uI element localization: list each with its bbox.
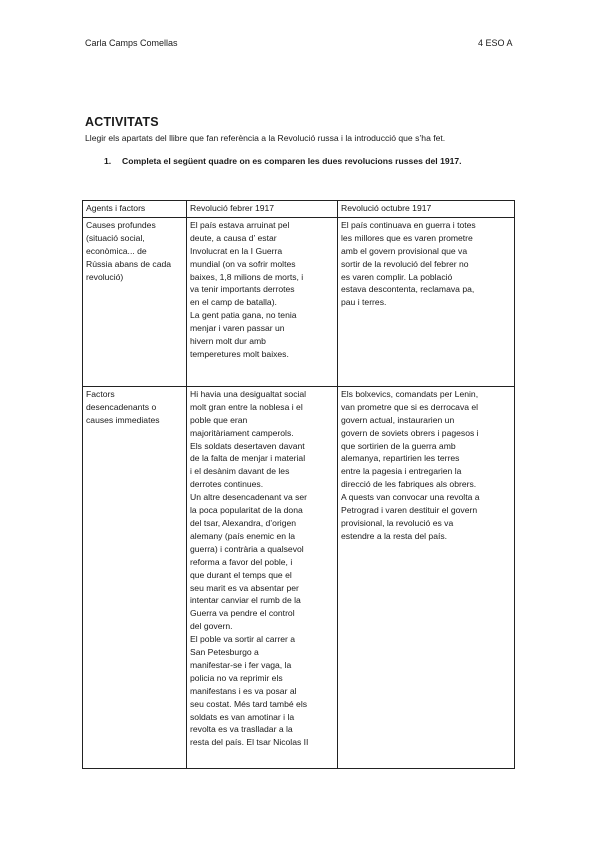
table-row [83,217,515,386]
course-label: 4 ESO A [478,38,513,48]
column-header-february: Revolució febrer 1917 [187,201,338,218]
row-factor-label: Factors desencadenants o causes immediates [83,386,187,768]
row-factor-label: Causes profundes (situació social, econòmica... de Rússia abans de cada revolució) [83,217,187,386]
cell-october: El país continuava en guerra i totes les millores que es varen prometre amb el govern provisional que va sortir de la revolució del febrer no es varen complir. La població estava descontenta, reclamava pa, pau i terres. [338,217,515,386]
column-header-factors: Agents i factors [83,201,187,218]
cell-february: El país estava arruinat pel deute, a causa d’ estar Involucrat en la I Guerra mundial (on va sofrir moltes baixes, 1,8 milions de morts, i va tenir importants derrotes en el camp de batalla). La gent patia gana, no tenia menjar i varen passar un hivern molt dur amb temperetures molt baixes. [187,217,338,386]
column-header-october: Revolució octubre 1917 [338,201,515,218]
table-row [83,386,515,768]
task-instruction [104,156,462,166]
cell-october: Els bolxevics, comandats per Lenin, van prometre que si es derrocava el govern actual, instaurarien un govern de soviets obrers i pagesos i que sortirien de la guerra amb alemanya, repartirien les terres entre la pagesia i entregarien la direcció de les fabriques als obrers. A quests van convocar una revolta a Petrograd i varen destituir el govern provisional, la revolució es va estendre a la resta del país. [338,386,515,768]
page-title: ACTIVITATS [85,115,159,129]
task-number: 1. [104,156,112,166]
table-header-row [83,201,515,218]
comparison-table [82,200,515,769]
task-text: Completa el següent quadre on es comparen les dues revolucions russes del 1917. [122,156,462,166]
cell-february: Hi havia una desigualtat social molt gran entre la noblesa i el poble que eran majoritàriament camperols. Els soldats desertaven davant de la falta de menjar i material i el desànim davant de les derrotes continues. Un altre desencadenant va ser la poca popularitat de la dona del tsar, Alexandra, d’origen alemany (país enemic en la guerra) i contrària a qualsevol reforma a favor del poble, i que durant el temps que el seu marit es va absentar per intentar canviar el rumb de la Guerra va pendre el control del govern. El poble va sortir al carrer a San Petesburgo a manifestar-se i fer vaga, la policia no va reprimir els manifestans i es va posar al seu costat. Més tard també els soldats es van amotinar i la revolta es va traslladar a la resta del país. El tsar Nicolas II [187,386,338,768]
intro-text: Llegir els apartats del llibre que fan referència a la Revolució russa i la introducció que s’ha fet. [85,133,446,143]
author-name: Carla Camps Comellas [85,38,178,48]
